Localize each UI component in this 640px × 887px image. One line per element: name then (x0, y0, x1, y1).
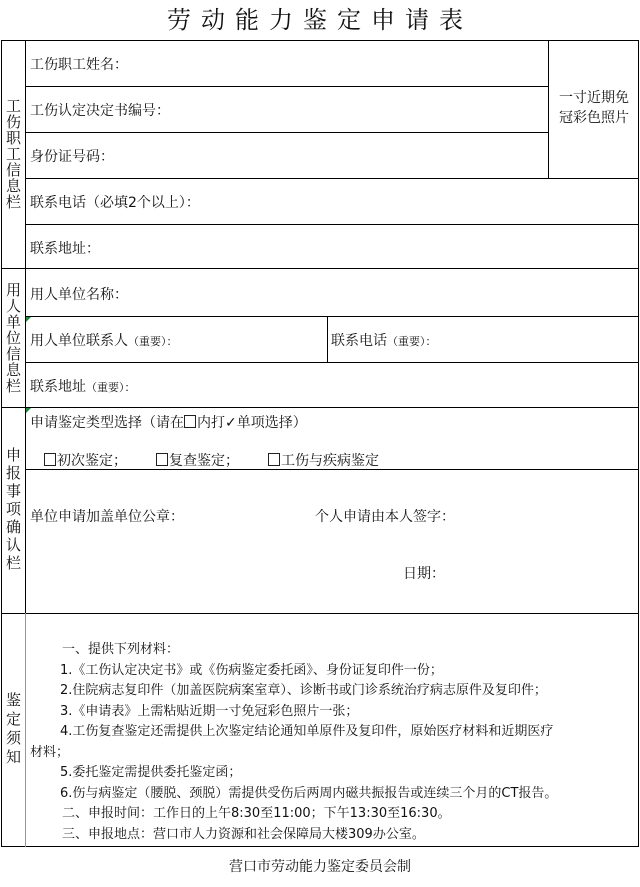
notice-line: 3.《申请表》上需粘贴近期一寸免冠彩色照片一张； (60, 703, 359, 719)
row-divider (25, 362, 639, 363)
photo-placeholder[interactable] (549, 88, 639, 128)
notice-line: 材料； (30, 744, 70, 760)
employer-name-field[interactable]: 用人单位名称： (30, 287, 128, 303)
phone-cell-divider (327, 316, 328, 362)
notice-line: 5.委托鉴定需提供委托鉴定函； (60, 765, 242, 780)
date-field[interactable]: 日期： (403, 566, 445, 582)
page-title: 劳动能力鉴定申请表 (167, 6, 473, 34)
side-column-divider (25, 613, 26, 847)
type-instruction (30, 412, 307, 432)
divider-report-notice (1, 613, 639, 614)
option-initial-label: 初次鉴定； (57, 453, 127, 469)
notice-line: 2.住院病志复印件（加盖医院病案室章）、诊断书或门诊系统治疗病志原件及复印件； (60, 683, 547, 698)
employer-contact-field[interactable] (30, 330, 178, 350)
photo-text: 一寸近期免 (559, 90, 629, 106)
notice-line: 三、申报地点：营口市人力资源和社会保障局大楼309办公室。 (62, 826, 425, 842)
employer-phone-label: 联系电话 (331, 333, 387, 349)
employer-address-field[interactable] (30, 376, 136, 396)
row-divider (25, 86, 549, 87)
row-divider (25, 224, 639, 225)
worker-phone-field[interactable]: 联系电话（必填2个以上）： (30, 195, 200, 211)
notice-line: 1.《工伤认定决定书》或《伤病鉴定委托函》、身份证复印件一份； (60, 662, 443, 678)
footer-issuer: 营口市劳动能力鉴定委员会制 (229, 859, 411, 875)
employer-phone-field[interactable] (331, 330, 437, 350)
section-label-report: 申报事项确认栏 (4, 447, 22, 573)
important-note: （重要）： (128, 335, 178, 348)
photo-text: 冠彩色照片 (559, 110, 629, 126)
personal-signature-field[interactable]: 个人申请由本人签字： (315, 509, 455, 525)
important-note: （重要）： (387, 335, 437, 348)
checkbox-icon[interactable] (156, 453, 168, 466)
employer-address-label: 联系地址 (30, 379, 86, 395)
option-initial[interactable] (44, 450, 127, 470)
checkbox-icon[interactable] (44, 453, 56, 466)
option-review-label: 复查鉴定； (169, 453, 239, 469)
row-divider (25, 316, 639, 317)
side-column-divider (25, 40, 26, 613)
checkbox-icon (184, 415, 196, 428)
important-note: （重要）： (86, 381, 136, 394)
type-instruction-pre: 申请鉴定类型选择（请在 (30, 415, 184, 431)
worker-cert-number-field[interactable]: 工伤认定决定书编号： (30, 103, 170, 119)
divider-employer-report (1, 407, 639, 408)
divider-worker-employer (1, 268, 639, 269)
worker-id-number-field[interactable]: 身份证号码： (30, 149, 114, 165)
checkbox-icon[interactable] (268, 453, 280, 466)
notice-line: 4.工伤复查鉴定还需提供上次鉴定结论通知单原件及复印件，原始医疗材料和近期医疗 (60, 724, 554, 739)
section-label-worker: 工伤职工信息栏 (4, 98, 22, 210)
section-label-notice: 鉴定须知 (4, 692, 22, 768)
worker-name-field[interactable]: 工伤职工姓名： (30, 57, 128, 73)
section-label-employer: 用人单位信息栏 (4, 281, 22, 394)
unit-seal-field[interactable]: 单位申请加盖单位公章： (30, 509, 184, 525)
row-divider (25, 178, 639, 179)
type-instruction-post: 内打✓单项选择） (197, 415, 307, 431)
worker-address-field[interactable]: 联系地址： (30, 241, 100, 257)
row-divider (25, 132, 549, 133)
cell-marker (26, 317, 31, 322)
notice-line: 一、提供下列材料： (62, 642, 180, 657)
notice-line: 二、申报时间：工作日的上午8:30至11:00；下午13:30至16:30。 (62, 806, 451, 821)
option-injury-disease-label: 工伤与疾病鉴定 (281, 453, 379, 469)
employer-contact-label: 用人单位联系人 (30, 333, 128, 349)
notice-content (30, 640, 634, 845)
notice-line: 6.伤与病鉴定（腰脱、颈脱）需提供受伤后两周内磁共振报告或连续三个月的CT报告。 (60, 785, 558, 801)
option-review[interactable] (156, 450, 239, 470)
option-injury-disease[interactable] (268, 450, 379, 470)
